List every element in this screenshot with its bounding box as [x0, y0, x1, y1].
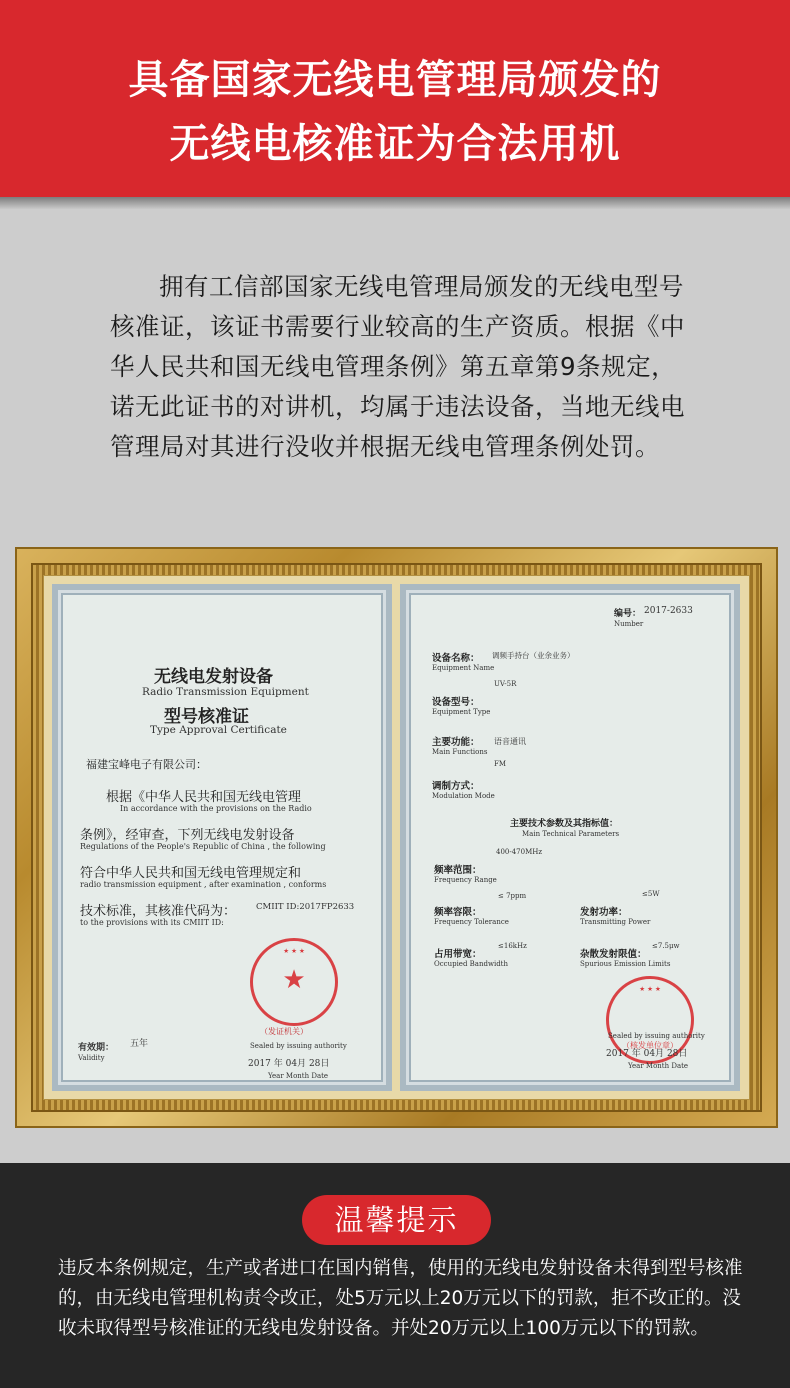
- equip-name-en: Equipment Name: [432, 664, 495, 672]
- cert-line1-cn: 根据《中华人民共和国无线电管理: [106, 790, 302, 805]
- cert-line4-cn: 技术标准，其核准代码为：: [80, 904, 237, 919]
- equip-type-en: Equipment Type: [432, 708, 491, 716]
- seal-arc-text: ★ ★ ★: [283, 947, 305, 955]
- bandwidth-en: Occupied Bandwidth: [434, 960, 508, 968]
- freq-tol-value: ≤ 7ppm: [498, 892, 527, 900]
- tx-power-value: ≤5W: [642, 890, 660, 898]
- right-date-en: Year Month Date: [628, 1062, 689, 1070]
- equip-type-value: UV-5R: [494, 680, 517, 688]
- number-value: 2017-2633: [644, 606, 693, 616]
- validity-value: 五年: [130, 1039, 149, 1049]
- params-title: 主要技术参数及其指标值：: [510, 819, 619, 829]
- freq-range-en: Frequency Range: [434, 876, 497, 884]
- cert-line1-en: In accordance with the provisions on the Radio: [120, 804, 312, 813]
- tx-power-label: 发射功率：: [580, 907, 628, 918]
- number-label: 编号：: [614, 609, 642, 619]
- spurious-value: ≤7.5μw: [652, 942, 680, 950]
- main-func-label: 主要功能：: [432, 737, 480, 748]
- cert-line2-cn: 条例》，经审查，下列无线电发射设备: [80, 828, 295, 843]
- right-sealed-by: Sealed by issuing authority: [608, 1032, 705, 1040]
- modulation-en: Modulation Mode: [432, 792, 495, 800]
- main-func-value: 语音通讯: [494, 737, 526, 746]
- params-title-en: Main Technical Parameters: [522, 830, 620, 838]
- cert-line3-en: radio transmission equipment , after examination , conforms: [80, 880, 327, 889]
- certificate-frame: [15, 547, 778, 1128]
- left-date: 2017 年 04月 28日: [248, 1059, 330, 1069]
- equip-name-label: 设备名称：: [432, 653, 480, 664]
- intro-text-block: [110, 267, 690, 467]
- validity-en: Validity: [78, 1054, 105, 1062]
- modulation-label: 调制方式：: [432, 781, 480, 792]
- header-title-line2: 无线电核准证为合法用机: [169, 121, 621, 167]
- issuer-seal: [250, 938, 338, 1026]
- right-date: 2017 年 04月 28日: [606, 1049, 688, 1059]
- notice-badge: 温馨提示: [302, 1195, 491, 1245]
- cert-line4-en: to the provisions with its CMIIT ID:: [80, 918, 224, 927]
- certificate-right-page: [400, 584, 740, 1091]
- cert-line3-cn: 符合中华人民共和国无线电管理规定和: [80, 866, 302, 881]
- seal-emblem-icon: ★: [282, 965, 306, 995]
- notice-text: 违反本条例规定，生产或者进口在国内销售，使用的无线电发射设备未得到型号核准的，由无线电管理机构责令改正，处5万元以上20万元以下的罚款，拒不改正的。没收未取得型号核准证的无线电发射设备。并处20万元以上100万元以下的罚款。: [58, 1258, 743, 1339]
- cert-subtitle-cn: 型号核准证: [164, 707, 249, 727]
- bandwidth-value: ≤16kHz: [498, 942, 527, 950]
- spurious-en: Spurious Emission Limits: [580, 960, 671, 968]
- cert-title-en: Radio Transmission Equipment: [142, 686, 309, 698]
- left-sealed-by: Sealed by issuing authority: [250, 1042, 347, 1050]
- freq-range-label: 频率范围：: [434, 865, 482, 876]
- frame-mat: [43, 575, 750, 1100]
- cert-line2-en: Regulations of the People's Republic of China , the following: [80, 842, 326, 851]
- left-date-en: Year Month Date: [268, 1072, 329, 1080]
- header-title-line1: 具备国家无线电管理局颁发的: [128, 57, 662, 103]
- left-seal-issuer: （发证机关）: [260, 1027, 308, 1036]
- cert-code: CMIIT ID:2017FP2633: [256, 902, 355, 912]
- freq-range-value: 400-470MHz: [496, 848, 543, 856]
- intro-paragraph: 拥有工信部国家无线电管理局颁发的无线电型号核准证，该证书需要行业较高的生产资质。根据《中华人民共和国无线电管理条例》第五章第9条规定，诺无此证书的对讲机，均属于违法设备，当地无线电管理局对其进行没收并根据无线电管理条例处罚。: [110, 272, 685, 461]
- header-banner: [0, 0, 790, 197]
- footer-notice: [0, 1163, 790, 1388]
- number-en: Number: [614, 620, 644, 628]
- certificate-left-page: [52, 584, 392, 1091]
- spurious-label: 杂散发射限值：: [580, 949, 647, 960]
- cert-company: 福建宝峰电子有限公司：: [86, 758, 207, 771]
- right-seal-issuer: （核发单位章）: [622, 1041, 678, 1050]
- equip-name-value: 调频手持台（业余业务）: [492, 651, 575, 660]
- frame-molding: [31, 563, 762, 1112]
- header-shadow: [0, 197, 790, 209]
- modulation-value: FM: [494, 760, 507, 768]
- main-func-en: Main Functions: [432, 748, 488, 756]
- equip-type-label: 设备型号：: [432, 697, 480, 708]
- freq-tol-en: Frequency Tolerance: [434, 918, 509, 926]
- cert-subtitle-en: Type Approval Certificate: [150, 724, 287, 736]
- freq-tol-label: 频率容限：: [434, 907, 482, 918]
- bandwidth-label: 占用带宽：: [434, 949, 482, 960]
- tx-power-en: Transmitting Power: [580, 918, 651, 926]
- seal-arc-text: ★ ★ ★: [639, 985, 661, 993]
- validity-label: 有效期：: [78, 1043, 115, 1053]
- cert-title-cn: 无线电发射设备: [154, 667, 273, 687]
